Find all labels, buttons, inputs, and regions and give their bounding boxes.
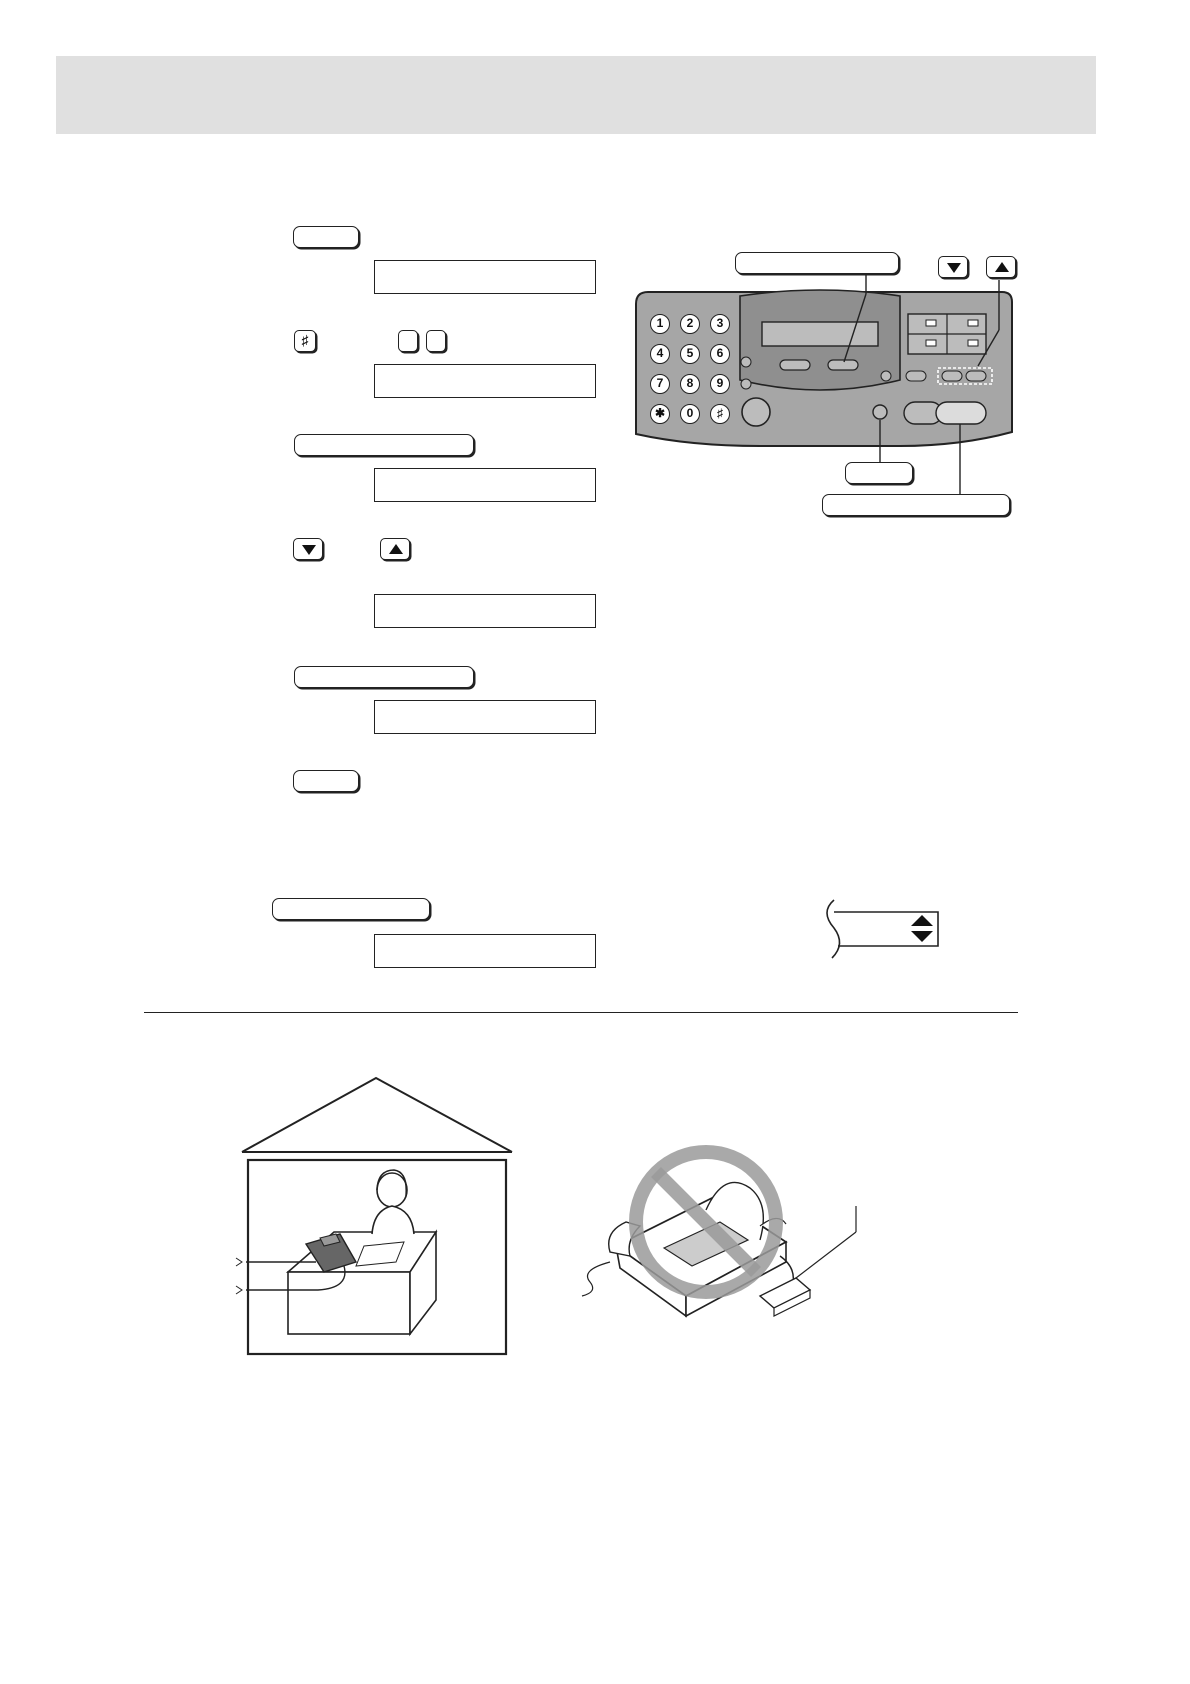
scroll-display-text [842,918,902,938]
keypad-key: 6 [710,344,730,364]
house-illustration [236,1078,512,1354]
hash-icon: ♯ [301,332,309,348]
keypad-key: 1 [650,314,670,334]
fax-with-answering-machine-illustration [582,1152,856,1316]
keypad-key: 2 [680,314,700,334]
keypad-key: 5 [680,344,700,364]
keypad-key: 0 [680,404,700,424]
keypad-key: 3 [710,314,730,334]
keypad-key: ✱ [650,404,670,424]
keypad-key: ♯ [710,404,730,424]
section-divider [144,1012,1018,1013]
keypad-key: 9 [710,374,730,394]
keypad-key: 7 [650,374,670,394]
keypad-key: 4 [650,344,670,364]
keypad-key: 8 [680,374,700,394]
